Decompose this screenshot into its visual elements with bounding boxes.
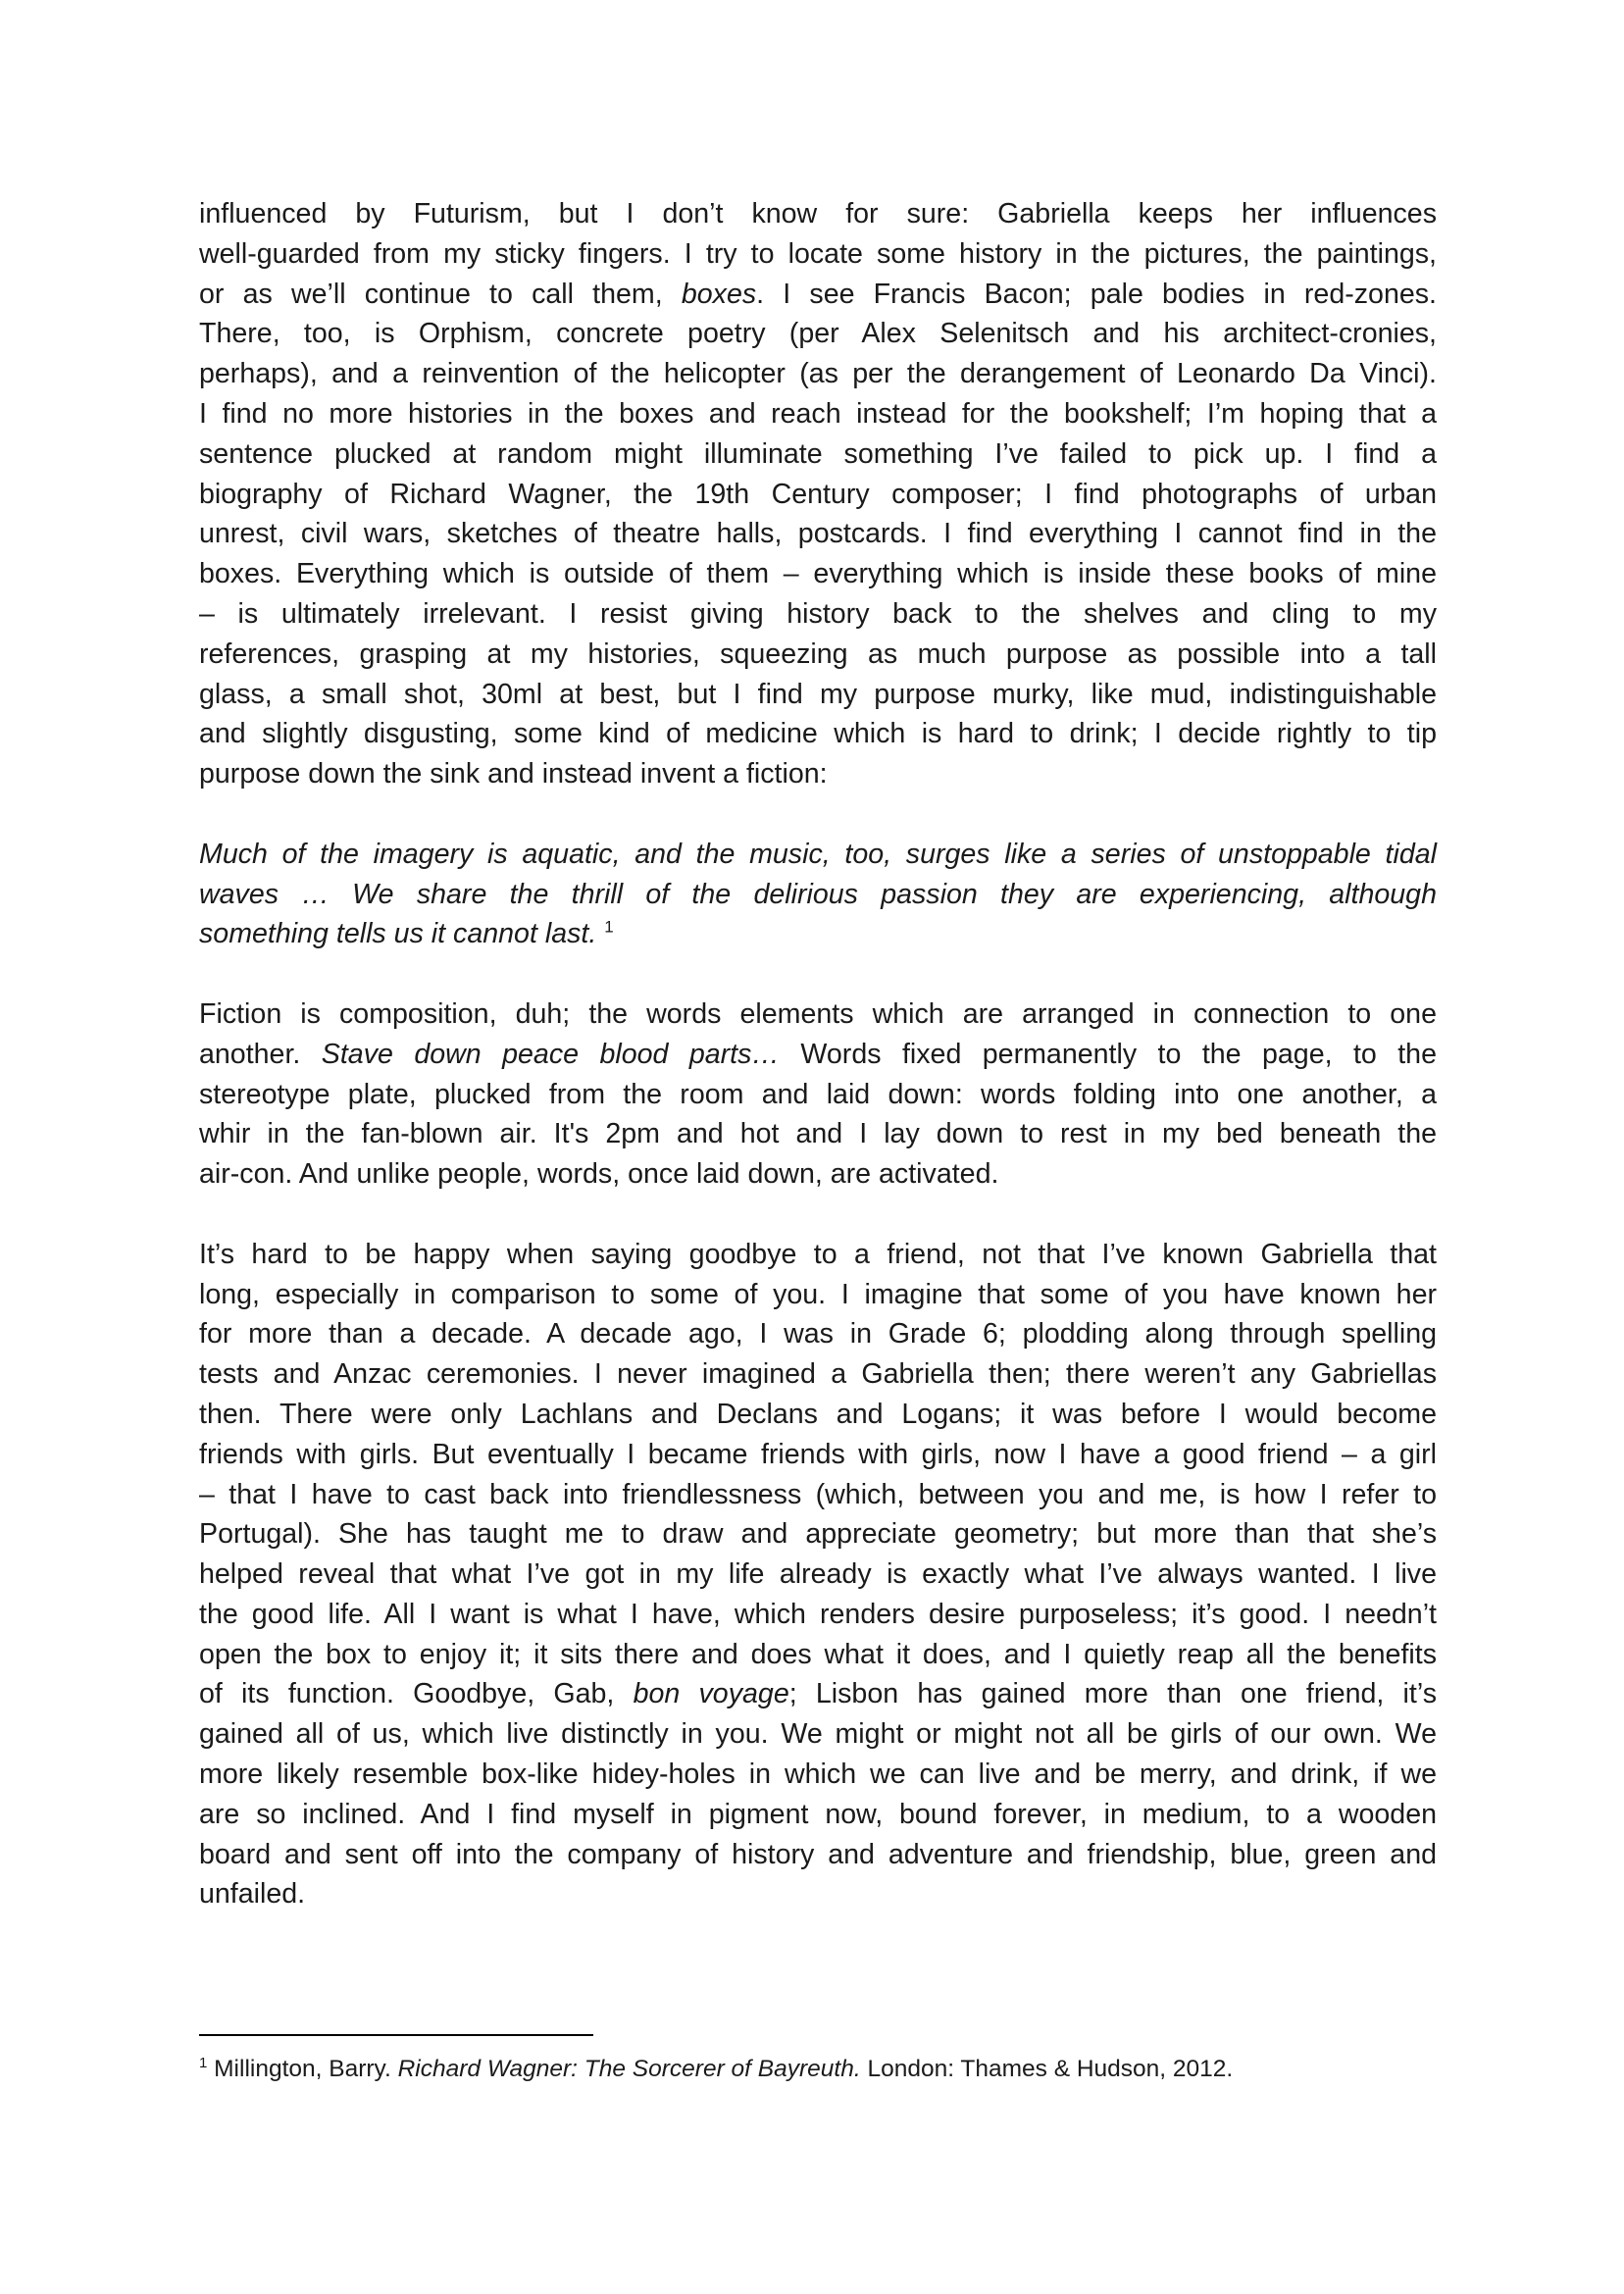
text-segment: – that I have to cast back into friendlessness (which, between you and me, is how I refer to: [199, 1478, 1437, 1510]
text-segment: of its function. Goodbye, Gab,: [199, 1678, 634, 1710]
text-segment: for more than a decade. A decade ago, I was in Grade 6; plodding along through spelling: [199, 1318, 1437, 1351]
text-segment: glass, a small shot, 30ml at best, but I find my purpose murky, like mud, indistinguishable: [199, 678, 1437, 710]
text-line: [199, 1755, 1437, 1795]
text-line: [199, 1354, 1437, 1395]
text-segment: . I see Francis Bacon; pale bodies in red-zones.: [756, 278, 1437, 310]
text-line: [199, 914, 1437, 954]
text-line: [199, 1475, 1437, 1515]
text-segment: perhaps), and a reinvention of the helicopter (as per the derangement of Leonardo Da Vinci).: [199, 358, 1437, 390]
text-line: [199, 1674, 1437, 1714]
document-body: [199, 194, 1437, 1955]
text-segment: air-con. And unlike people, words, once laid down, are activated.: [199, 1158, 999, 1191]
footnote-publication: London: Thames & Hudson, 2012.: [860, 2056, 1234, 2082]
text-line: [199, 714, 1437, 754]
text-segment: influenced by Futurism, but I don’t know for sure: Gabriella keeps her influences: [199, 198, 1437, 229]
footnote-author: Millington, Barry.: [207, 2056, 398, 2082]
text-line: [199, 1514, 1437, 1555]
footnote: [199, 2054, 1233, 2085]
text-line: [199, 1595, 1437, 1635]
text-line: [199, 1835, 1437, 1875]
text-line: [199, 1395, 1437, 1435]
text-line: [199, 554, 1437, 594]
text-segment: or as we’ll continue to call them,: [199, 278, 682, 310]
text-line: [199, 1075, 1437, 1115]
text-segment: ; Lisbon has gained more than one friend, it’s: [788, 1678, 1437, 1710]
text-line: [199, 1114, 1437, 1154]
text-segment: unrest, civil wars, sketches of theatre halls, postcards. I find everything I cannot find in the: [199, 518, 1437, 550]
text-segment: boxes. Everything which is outside of them – everything which is inside these books of mine: [199, 558, 1437, 590]
text-line: [199, 1314, 1437, 1354]
text-line: [199, 835, 1437, 875]
italic-text: Stave down peace blood parts…: [321, 1038, 780, 1070]
text-line: [199, 514, 1437, 554]
text-segment: biography of Richard Wagner, the 19th Century composer; I find photographs of urban: [199, 478, 1437, 510]
text-line: [199, 1154, 1437, 1195]
text-segment: well-guarded from my sticky fingers. I try to locate some history in the pictures, the paintings,: [199, 237, 1437, 270]
text-line: [199, 275, 1437, 315]
text-line: [199, 1874, 1437, 1914]
text-line: [199, 1795, 1437, 1835]
text-segment: tests and Anzac ceremonies. I never imagined a Gabriella then; there weren’t any Gabriellas: [199, 1358, 1437, 1391]
text-segment: helped reveal that what I’ve got in my life already is exactly what I’ve always wanted. I live: [199, 1558, 1437, 1591]
text-line: [199, 1555, 1437, 1595]
text-segment: stereotype plate, plucked from the room and laid down: words folding into one another, a: [199, 1078, 1437, 1110]
text-segment: Portugal). She has taught me to draw and appreciate geometry; but more than that she’s: [199, 1518, 1437, 1551]
text-segment: board and sent off into the company of history and adventure and friendship, blue, green and: [199, 1838, 1437, 1870]
text-segment: gained all of us, which live distinctly in you. We might or might not all be girls of our own. We: [199, 1718, 1437, 1751]
text-segment: purpose down the sink and instead invent a fiction:: [199, 758, 828, 790]
text-line: [199, 234, 1437, 275]
text-segment: open the box to enjoy it; it sits there and does what it does, and I quietly reap all the benefits: [199, 1638, 1437, 1670]
text-segment: long, especially in comparison to some of you. I imagine that some of you have known her: [199, 1278, 1437, 1310]
paragraph: [199, 1235, 1437, 1915]
block-quote: [199, 835, 1437, 954]
footnote-title: Richard Wagner: The Sorcerer of Bayreuth.: [397, 2056, 861, 2082]
paragraph: [199, 994, 1437, 1195]
text-line: [199, 1635, 1437, 1675]
text-segment: the good life. All I want is what I have, which renders desire purposeless; it’s good. I needn’t: [199, 1598, 1437, 1630]
text-line: [199, 1275, 1437, 1315]
text-line: [199, 1714, 1437, 1755]
text-line: [199, 434, 1437, 475]
text-segment: It’s hard to be happy when saying goodbye to a friend, not that I’ve known Gabriella that: [199, 1238, 1437, 1270]
text-segment: friends with girls. But eventually I became friends with girls, now I have a good friend – a girl: [199, 1438, 1437, 1470]
text-line: [199, 394, 1437, 434]
text-segment: – is ultimately irrelevant. I resist giving history back to the shelves and cling to my: [199, 597, 1437, 630]
text-segment: sentence plucked at random might illuminate something I’ve failed to pick up. I find a: [199, 437, 1437, 470]
text-line: [199, 635, 1437, 675]
text-segment: Words fixed permanently to the page, to the: [780, 1038, 1437, 1070]
italic-text: boxes: [681, 278, 757, 310]
italic-text: something tells us it cannot last.: [199, 918, 605, 950]
text-line: [199, 875, 1437, 915]
text-segment: unfailed.: [199, 1878, 306, 1911]
paragraph: [199, 194, 1437, 794]
footnote-number: 1: [199, 2054, 208, 2071]
text-line: [199, 1435, 1437, 1475]
italic-text: waves … We share the thrill of the delirious passion they are experiencing, although: [199, 878, 1437, 910]
text-line: [199, 1235, 1437, 1275]
text-segment: are so inclined. And I find myself in pigment now, bound forever, in medium, to a wooden: [199, 1798, 1437, 1830]
text-segment: another.: [199, 1038, 322, 1070]
text-segment: and slightly disgusting, some kind of medicine which is hard to drink; I decide rightly to tip: [199, 718, 1437, 750]
text-line: [199, 594, 1437, 635]
text-line: [199, 994, 1437, 1035]
text-line: [199, 754, 1437, 794]
text-segment: references, grasping at my histories, squeezing as much purpose as possible into a tall: [199, 637, 1437, 670]
text-segment: There, too, is Orphism, concrete poetry (per Alex Selenitsch and his architect-cronies,: [199, 318, 1437, 350]
text-line: [199, 354, 1437, 394]
footnote-divider: [199, 2034, 593, 2036]
text-segment: more likely resemble box-like hidey-holes in which we can live and be merry, and drink, if we: [199, 1759, 1437, 1791]
footnote-reference: 1: [604, 917, 614, 937]
text-line: [199, 1035, 1437, 1075]
italic-text: bon voyage: [633, 1678, 789, 1710]
text-segment: Fiction is composition, duh; the words elements which are arranged in connection to one: [199, 997, 1437, 1030]
text-line: [199, 675, 1437, 715]
text-segment: whir in the fan-blown air. It's 2pm and hot and I lay down to rest in my bed beneath the: [199, 1118, 1437, 1150]
text-segment: then. There were only Lachlans and Declans and Logans; it was before I would become: [199, 1398, 1437, 1430]
text-line: [199, 194, 1437, 234]
italic-text: Much of the imagery is aquatic, and the music, too, surges like a series of unstoppable tidal: [199, 838, 1437, 870]
text-line: [199, 314, 1437, 354]
text-segment: I find no more histories in the boxes and reach instead for the bookshelf; I’m hoping that a: [199, 397, 1437, 430]
text-line: [199, 475, 1437, 515]
